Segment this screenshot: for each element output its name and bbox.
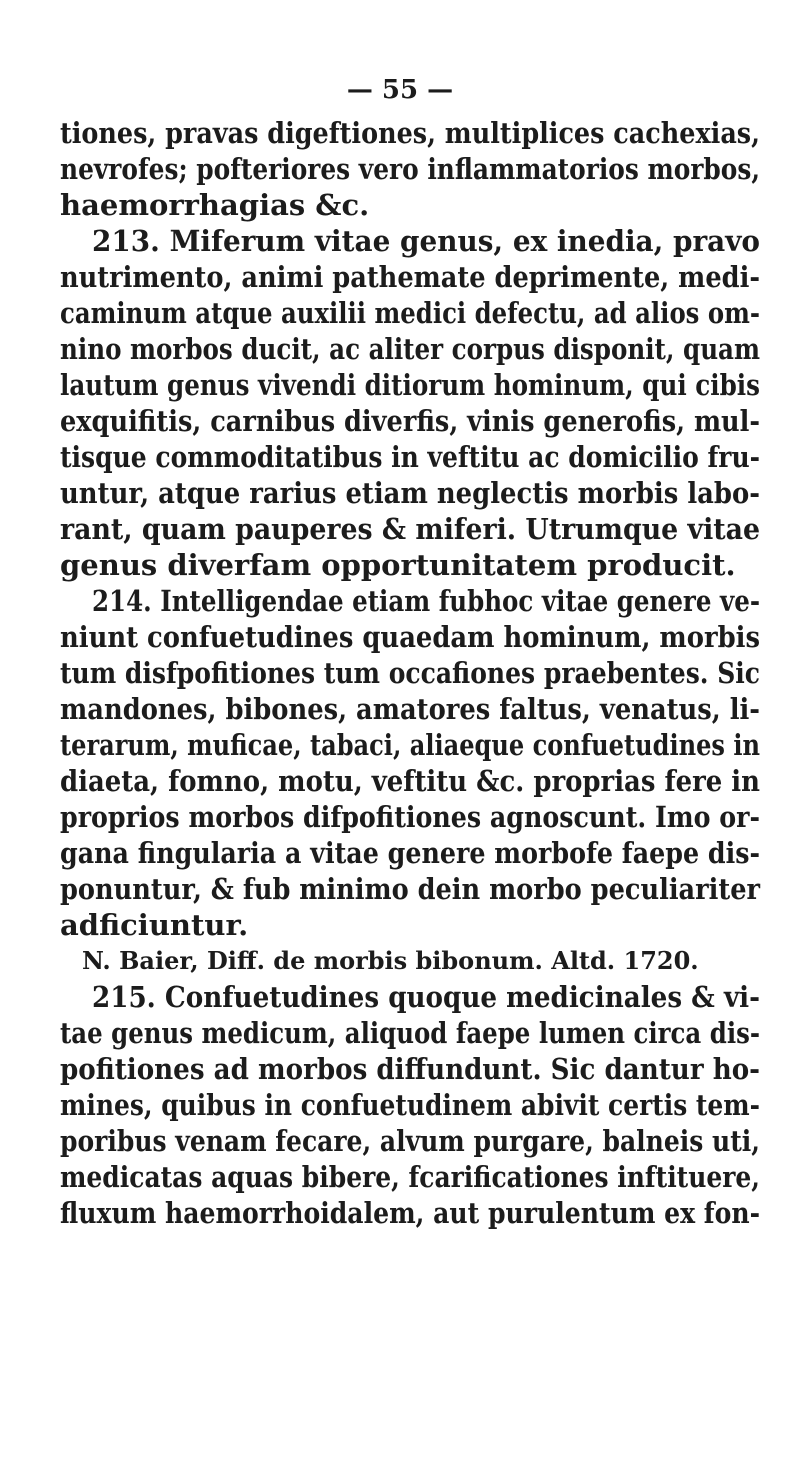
text-line: terarum, muficae, tabaci, aliaeque confuetudines in (60, 728, 760, 762)
body-text (60, 115, 760, 1231)
text-line: ponuntur, & fub minimo dein morbo peculiariter (60, 872, 760, 906)
text-line: lautum genus vivendi ditiorum hominum, qui cibis (60, 368, 760, 402)
text-line: diaeta, fomno, motu, veftitu &c. proprias fere in (60, 764, 760, 798)
text-line: nino morbos ducit, ac aliter corpus disponit, quam (60, 332, 760, 366)
paragraph-213-start: 213. Miferum vitae genus, ex inedia, pravo (92, 224, 760, 258)
text-line: poribus venam fecare, alvum purgare, balneis uti, (60, 1124, 760, 1158)
text-line: caminum atque auxilii medici defectu, ad alios om- (60, 296, 760, 330)
text-line: genus diverfam opportunitatem producit. (60, 548, 736, 582)
text-line: tiones, pravas digeftiones, multiplices cachexias, (60, 116, 760, 150)
text-line: untur, atque rarius etiam neglectis morbis labo- (60, 476, 760, 510)
paragraph-214-start: 214. Intelligendae etiam fubhoc vitae genere ve- (92, 584, 760, 618)
text-line: niunt confuetudines quaedam hominum, morbis (60, 620, 760, 654)
text-line: tum disfpofitiones tum occafiones praebentes. Sic (60, 656, 760, 690)
text-line: gana fingularia a vitae genere morbofe faepe dis- (60, 836, 760, 870)
text-line: tae genus medicum, aliquod faepe lumen circa dis- (60, 1016, 760, 1050)
text-line: fluxum haemorrhoidalem, aut purulentum ex fon- (60, 1196, 760, 1230)
text-line: proprios morbos difpofitiones agnoscunt. Imo or- (60, 800, 760, 834)
citation-note: N. Baier, Diff. de morbis bibonum. Altd. 1720. (82, 946, 699, 975)
paragraph-215-start: 215. Confuetudines quoque medicinales & vi- (92, 980, 760, 1014)
text-line: exquifitis, carnibus diverfis, vinis generofis, mul- (60, 404, 760, 438)
text-line: adficiuntur. (60, 908, 249, 942)
text-line: tisque commoditatibus in veftitu ac domicilio fru- (60, 440, 760, 474)
text-line: mines, quibus in confuetudinem abivit certis tem- (60, 1088, 760, 1122)
text-line: nutrimento, animi pathemate deprimente, medi- (60, 260, 760, 294)
text-line: medicatas aquas bibere, fcarificationes inftituere, (60, 1160, 760, 1194)
text-line: haemorrhagias &c. (60, 188, 370, 222)
text-line: mandones, bibones, amatores faltus, venatus, li- (60, 692, 760, 726)
text-line: rant, quam pauperes & miferi. Utrumque vitae (60, 512, 760, 546)
text-line: pofitiones ad morbos diffundunt. Sic dantur ho- (60, 1052, 760, 1086)
page-number-header: — 55 — (346, 75, 454, 105)
text-line: nevrofes; pofteriores vero inflammatorios morbos, (60, 152, 760, 186)
